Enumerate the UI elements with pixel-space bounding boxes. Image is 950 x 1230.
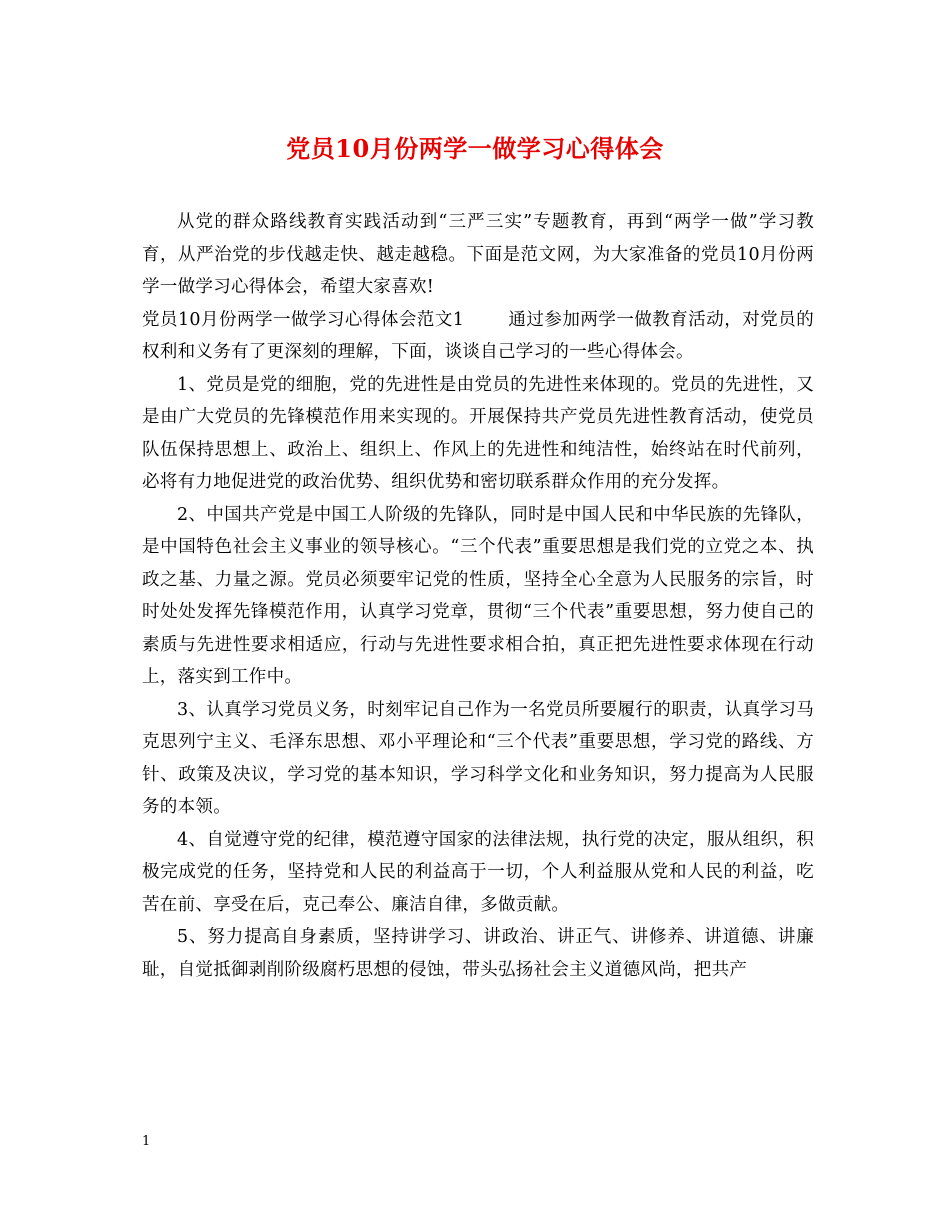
point-paragraph-3: 3、认真学习党员义务，时刻牢记自己作为一名党员所要履行的职责，认真学习马克思列宁主义、毛泽东思想、邓小平理论和“三个代表”重要思想，学习党的路线、方针、政策及决议，学习党的基本知识，学习科学文化和业务知识，努力提高为人民服务的本领。 <box>142 699 814 817</box>
document-body <box>142 206 814 986</box>
point-paragraph-2: 2、中国共产党是中国工人阶级的先锋队，同时是中国人民和中华民族的先锋队，是中国特色社会主义事业的领导核心。“三个代表”重要思想是我们党的立党之本、执政之基、力量之源。党员必须要牢记党的性质，坚持全心全意为人民服务的宗旨，时时处处发挥先锋模范作用，认真学习党章，贯彻“三个代表”重要思想，努力使自己的素质与先进性要求相适应，行动与先进性要求相合拍，真正把先进性要求体现在行动上，落实到工作中。 <box>142 504 814 687</box>
essay-heading: 党员10月份两学一做学习心得体会范文1 <box>142 309 465 330</box>
essay-opening-text: 通过参加两学一做教育活动，对党员的权利和义务有了更深刻的理解，下面，谈谈自己学习的一些心得体会。 <box>142 309 814 362</box>
essay-opening-paragraph <box>142 304 814 369</box>
page-number: 1 <box>142 1134 151 1149</box>
document-title: 党员10月份两学一做学习心得体会 <box>286 134 664 163</box>
point-paragraph-1: 1、党员是党的细胞，党的先进性是由党员的先进性来体现的。党员的先进性，又是由广大党员的先锋模范作用来实现的。开展保持共产党员先进性教育活动，使党员队伍保持思想上、政治上、组织上、作风上的先进性和纯洁性，始终站在时代前列，必将有力地促进党的政治优势、组织优势和密切联系群众作用的充分发挥。 <box>142 374 814 492</box>
point-paragraph-5: 5、努力提高自身素质，坚持讲学习、讲政治、讲正气、讲修养、讲道德、讲廉耻，自觉抵御剥削阶级腐朽思想的侵蚀，带头弘扬社会主义道德风尚，把共产 <box>142 927 814 980</box>
point-paragraph-4: 4、自觉遵守党的纪律，模范遵守国家的法律法规，执行党的决定，服从组织，积极完成党的任务，坚持党和人民的利益高于一切，个人利益服从党和人民的利益，吃苦在前、享受在后，克己奉公、廉洁自律，多做贡献。 <box>142 829 814 915</box>
intro-paragraph: 从党的群众路线教育实践活动到“三严三实”专题教育，再到“两学一做”学习教育，从严治党的步伐越走快、越走越稳。下面是范文网，为大家准备的党员10月份两学一做学习心得体会，希望大家喜欢! <box>142 212 814 297</box>
